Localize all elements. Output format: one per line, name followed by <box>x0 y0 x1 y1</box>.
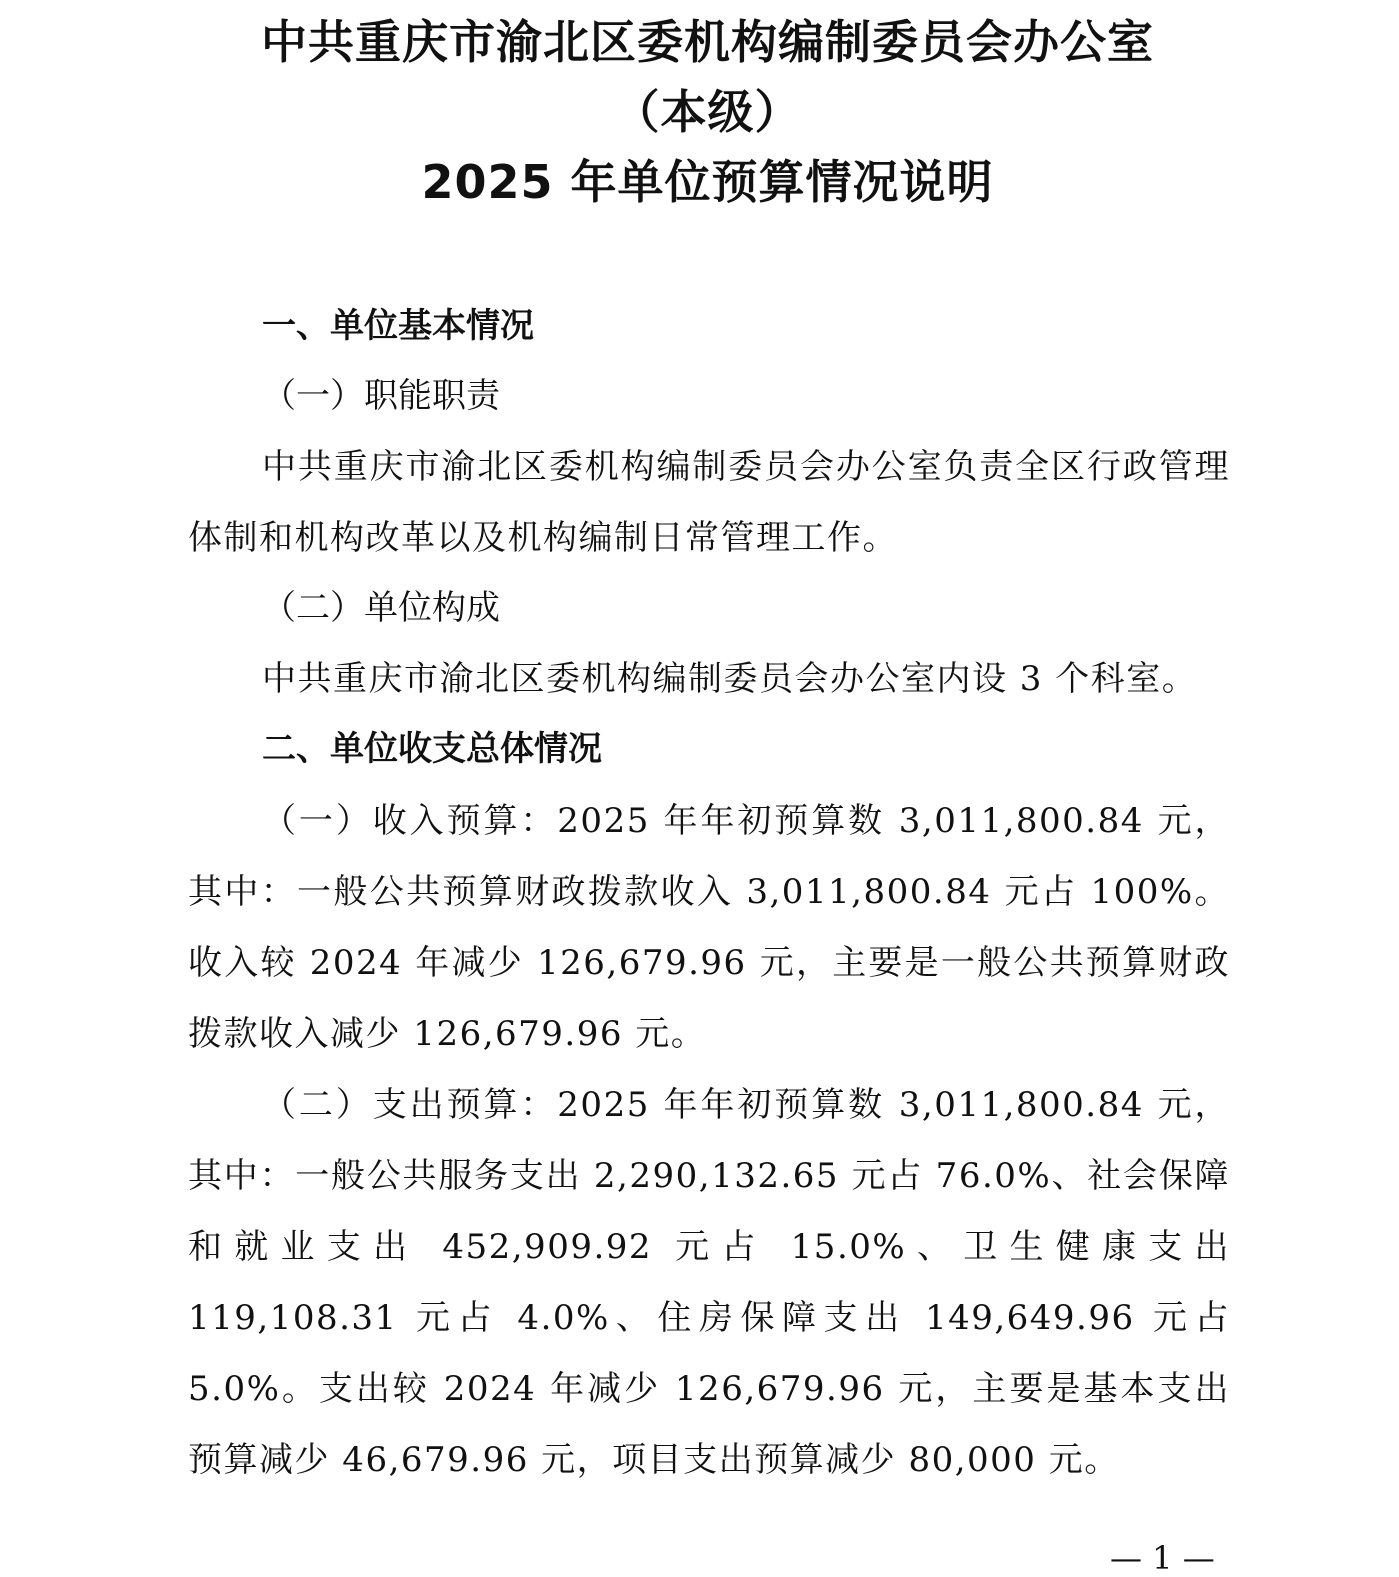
document-title-line-1: 中共重庆市渝北区委机构编制委员会办公室 <box>261 15 1154 69</box>
section-2-heading: 二、单位收支总体情况 <box>262 729 602 769</box>
section-1-subheading-2: （二）单位构成 <box>262 588 500 628</box>
section-2-paragraph-2: （二）支出预算：2025 年年初预算数 3,011,800.84 元，其中：一般公共服务支出 2,290,132.65 元占 76.0%、社会保障和就业支出 452,909.92 元占 15.0%、卫生健康支出 119,108.31 元占 4.0%、住房保障支出 149,649.96 元占 5.0%。支出较 2024 年减少 126,679.96 元，主要是基本支出预算减少 46,679.96 元，项目支出预算减少 80,000 元。 <box>188 1085 1230 1480</box>
section-1-heading: 一、单位基本情况 <box>262 306 534 346</box>
section-1-paragraph-2: 中共重庆市渝北区委机构编制委员会办公室内设 3 个科室。 <box>262 659 1198 699</box>
section-2-paragraph-1: （一）收入预算：2025 年年初预算数 3,011,800.84 元，其中：一般公共预算财政拨款收入 3,011,800.84 元占 100%。收入较 2024 年减少 126,679.96 元，主要是一般公共预算财政拨款收入减少 126,679.96 元。 <box>188 801 1230 1054</box>
section-1-paragraph-1: 中共重庆市渝北区委机构编制委员会办公室负责全区行政管理体制和机构改革以及机构编制日常管理工作。 <box>188 447 1230 558</box>
document-title-line-2: （本级） <box>613 85 802 139</box>
document-title-line-3: 2025 年单位预算情况说明 <box>421 155 994 209</box>
page-number: — 1 — <box>1110 1539 1215 1577</box>
section-1-subheading-1: （一）职能职责 <box>262 376 500 416</box>
